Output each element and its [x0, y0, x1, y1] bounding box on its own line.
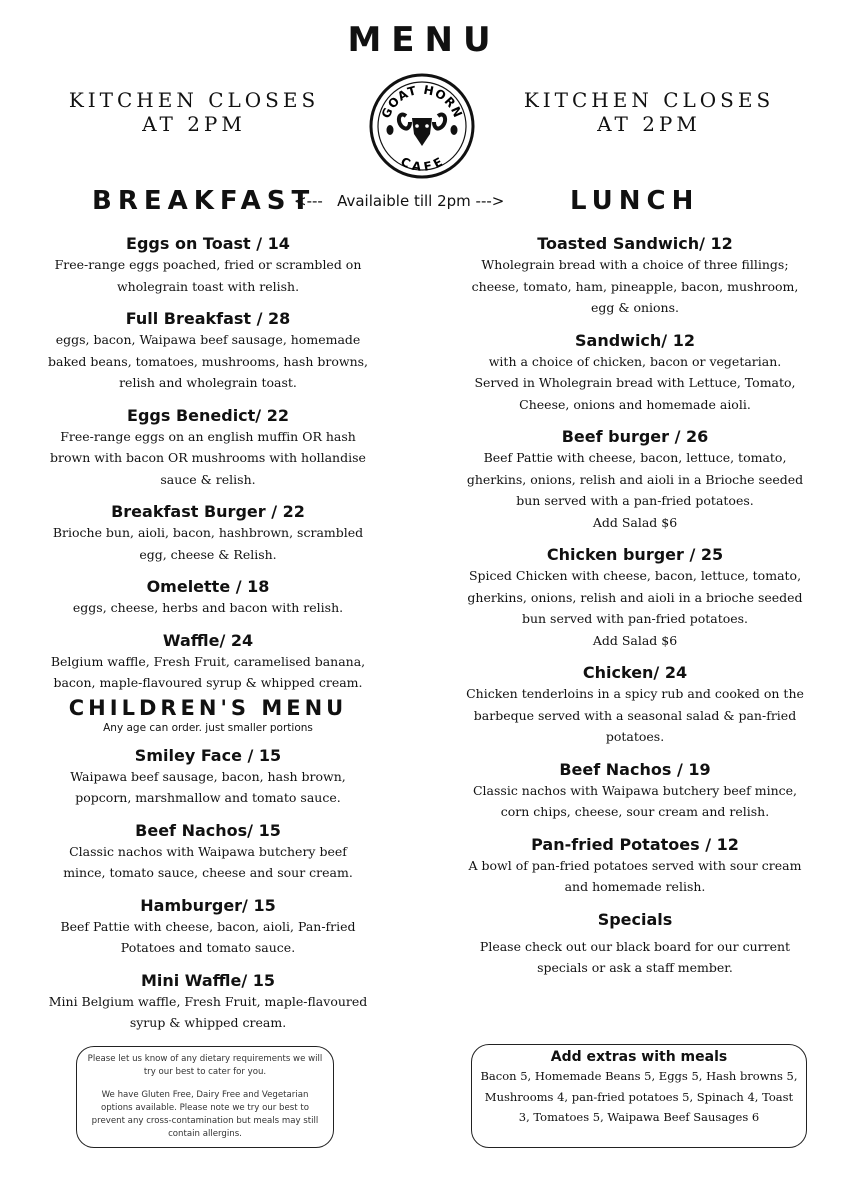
- item-name: Omelette / 18: [146, 577, 270, 596]
- item-name: Beef Nachos / 19: [559, 759, 711, 779]
- item-desc: Please check out our black board for our current specials or ask a staff member.: [479, 938, 791, 975]
- item-desc: Beef Pattie with cheese, bacon, aioli, Pan-fried Potatoes and tomato sauce.: [60, 918, 356, 955]
- cafe-logo: [368, 72, 476, 180]
- dietary-note-para2: We have Gluten Free, Dairy Free and Vegetarian options available. Please note we try our best to prevent any cross-contamination but meals may still contain allergins.: [91, 1090, 319, 1139]
- item-name: Beef burger / 26: [561, 427, 709, 446]
- menu-item: [466, 545, 804, 651]
- item-desc: A bowl of pan-fried potatoes served with sour cream and homemade relish.: [468, 857, 802, 894]
- item-name: Breakfast Burger / 22: [111, 502, 305, 521]
- item-desc: Classic nachos with Waipawa butchery beef mince, corn chips, cheese, sour cream and relish.: [472, 782, 798, 819]
- item-name: Specials: [597, 909, 673, 929]
- item-name: Chicken/ 24: [582, 663, 688, 682]
- page-title: MENU: [347, 20, 501, 60]
- item-extra: Add Salad $6: [592, 514, 678, 530]
- menu-item: [466, 835, 804, 898]
- item-name: Eggs on Toast / 14: [126, 234, 290, 253]
- logo-text-top: GOAT HORN: [378, 82, 466, 121]
- item-desc: Belgium waffle, Fresh Fruit, caramelised banana, bacon, maple-flavoured syrup & whipped cream.: [50, 653, 366, 690]
- kitchen-closes-right: [499, 88, 799, 136]
- item-desc: Beef Pattie with cheese, bacon, lettuce, tomato, gherkins, onions, relish and aioli in a Brioche seeded bun served with a pan-fried potatoes.: [466, 450, 804, 508]
- item-desc: Free-range eggs poached, fried or scrambled on wholegrain toast with relish.: [54, 257, 362, 294]
- menu-item: [466, 760, 804, 823]
- item-name: Hamburger/ 15: [140, 895, 276, 915]
- kitchen-closes-time: AT 2PM: [597, 112, 701, 136]
- menu-item: [46, 746, 370, 809]
- item-name: Sandwich/ 12: [575, 330, 695, 350]
- extras-title: Add extras with meals: [550, 1049, 728, 1065]
- item-name: Waffle/ 24: [162, 630, 254, 650]
- kitchen-closes-line: KITCHEN CLOSES: [68, 88, 320, 112]
- item-extra: Add Salad $6: [592, 632, 678, 648]
- item-name: Pan-fried Potatoes / 12: [531, 834, 739, 854]
- item-desc: Mini Belgium waffle, Fresh Fruit, maple-flavoured syrup & whipped cream.: [48, 993, 368, 1030]
- children-menu-heading-block: [46, 696, 370, 734]
- item-desc: Free-range eggs on an english muffin OR hash brown with bacon OR mushrooms with hollandise sauce & relish.: [50, 428, 366, 487]
- item-desc: eggs, cheese, herbs and bacon with relish.: [72, 600, 344, 615]
- svg-text:CAFE: [398, 154, 445, 174]
- children-menu-heading: CHILDREN'S MENU: [68, 695, 348, 720]
- item-desc: Classic nachos with Waipawa butchery beef mince, tomato sauce, cheese and sour cream.: [63, 843, 353, 880]
- item-desc: with a choice of chicken, bacon or vegetarian. Served in Wholegrain bread with Lettuce, Tomato, Cheese, onions and homemade aioli.: [474, 353, 796, 412]
- lunch-heading: LUNCH: [570, 186, 700, 216]
- item-name: Beef Nachos/ 15: [135, 820, 281, 840]
- lunch-column: [466, 234, 804, 991]
- menu-item: [46, 821, 370, 884]
- dietary-note: [76, 1046, 334, 1148]
- menu-item: [46, 309, 370, 394]
- svg-text:GOAT HORN: [379, 83, 466, 121]
- kitchen-closes-left: [44, 88, 344, 136]
- menu-item: [46, 234, 370, 297]
- menu-item: [46, 577, 370, 619]
- menu-item: [46, 502, 370, 565]
- item-desc: Wholegrain bread with a choice of three fillings; cheese, tomato, ham, pineapple, bacon, mushroom, egg & onions.: [471, 257, 799, 315]
- menu-item: [466, 331, 804, 416]
- availability-note: <--- Availaible till 2pm --->: [294, 192, 505, 210]
- breakfast-column: [46, 234, 370, 1046]
- menu-item: [46, 971, 370, 1034]
- breakfast-heading: BREAKFAST: [92, 186, 316, 216]
- menu-item: [46, 406, 370, 491]
- item-desc: eggs, bacon, Waipawa beef sausage, homemade baked beans, tomatoes, mushrooms, hash browns, relish and wholegrain toast.: [47, 332, 369, 390]
- item-desc: Brioche bun, aioli, bacon, hashbrown, scrambled egg, cheese & Relish.: [52, 525, 364, 562]
- item-desc: Chicken tenderloins in a spicy rub and cooked on the barbeque served with a seasonal salad & pan-fried potatoes.: [466, 686, 804, 744]
- children-menu-subtitle: Any age can order. just smaller portions: [103, 721, 313, 734]
- dietary-note-para1: Please let us know of any dietary requirements we will try our best to cater for you.: [87, 1054, 323, 1077]
- item-name: Toasted Sandwich/ 12: [537, 234, 733, 253]
- item-name: Eggs Benedict/ 22: [127, 405, 289, 425]
- menu-item: [466, 910, 804, 979]
- menu-item: [466, 234, 804, 319]
- menu-item: [466, 663, 804, 748]
- item-desc: Spiced Chicken with cheese, bacon, lettuce, tomato, gherkins, onions, relish and aioli in a brioche seeded bun served with pan-fried potatoes.: [467, 568, 803, 626]
- extras-desc: Bacon 5, Homemade Beans 5, Eggs 5, Hash browns 5, Mushrooms 4, pan-fried potatoes 5, Spinach 4, Toast 3, Tomatoes 5, Waipawa Beef Sausages 6: [480, 1069, 798, 1124]
- item-name: Mini Waffle/ 15: [140, 970, 276, 990]
- item-name: Chicken burger / 25: [546, 545, 724, 564]
- kitchen-closes-line: KITCHEN CLOSES: [523, 88, 775, 112]
- logo-text-bottom: CAFE: [398, 154, 446, 175]
- kitchen-closes-time: AT 2PM: [142, 112, 246, 136]
- item-name: Smiley Face / 15: [134, 745, 282, 765]
- goat-icon: [399, 115, 445, 146]
- item-name: Full Breakfast / 28: [125, 309, 291, 328]
- menu-item: [46, 631, 370, 694]
- extras-box: [471, 1044, 807, 1148]
- menu-item: [466, 427, 804, 533]
- item-desc: Waipawa beef sausage, bacon, hash brown, popcorn, marshmallow and tomato sauce.: [70, 768, 346, 805]
- menu-item: [46, 896, 370, 959]
